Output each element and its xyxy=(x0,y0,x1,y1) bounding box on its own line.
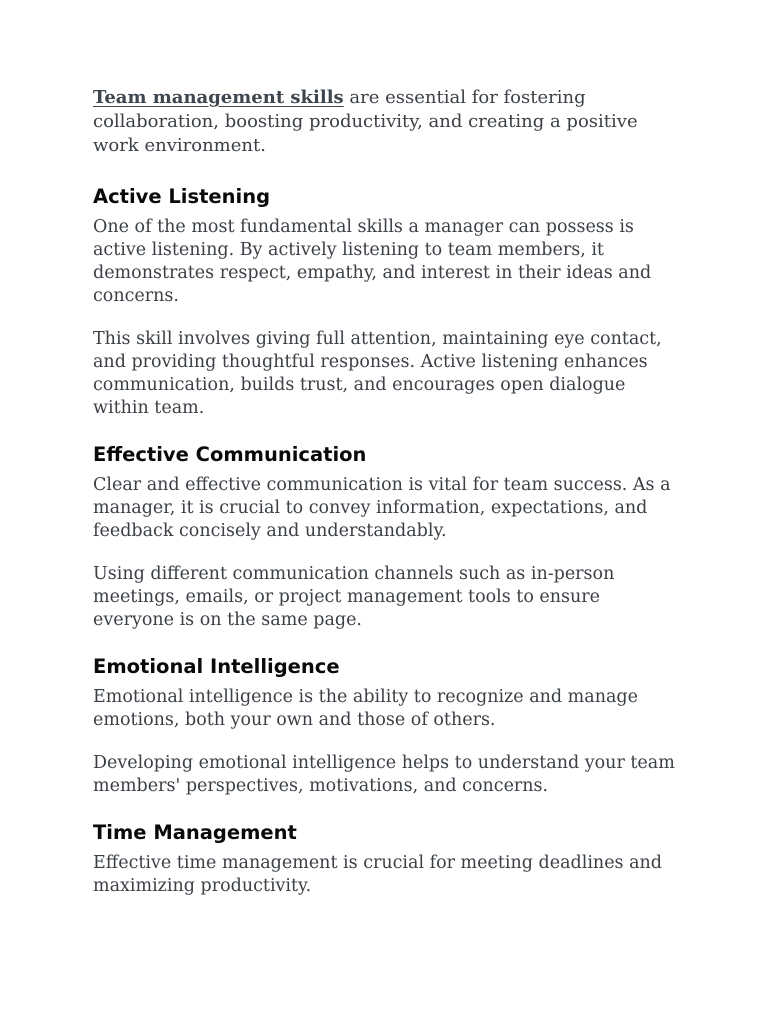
paragraph: This skill involves giving full attention, maintaining eye contact, and providing thoughtful responses. Active listening enhances communication, builds trust, and encourages open dialogue within team. xyxy=(93,329,662,418)
paragraph: Developing emotional intelligence helps to understand your team members' perspectives, motivations, and concerns. xyxy=(93,753,675,796)
section-time-management xyxy=(93,820,678,898)
section-effective-communication xyxy=(93,442,678,632)
heading-time-management: Time Management xyxy=(93,821,297,844)
team-management-skills-link[interactable]: Team management skills xyxy=(93,87,344,108)
section-active-listening xyxy=(93,184,678,420)
intro-paragraph xyxy=(93,86,678,158)
heading-effective-communication: Effective Communication xyxy=(93,443,367,466)
paragraph: Emotional intelligence is the ability to recognize and manage emotions, both your own and those of others. xyxy=(93,687,638,730)
heading-emotional-intelligence: Emotional Intelligence xyxy=(93,655,340,678)
section-emotional-intelligence xyxy=(93,654,678,798)
document-page xyxy=(93,86,678,920)
paragraph: Clear and effective communication is vital for team success. As a manager, it is crucial to convey information, expectations, and feedback concisely and understandably. xyxy=(93,475,671,541)
heading-active-listening: Active Listening xyxy=(93,185,271,208)
paragraph: Using different communication channels such as in-person meetings, emails, or project management tools to ensure everyone is on the same page. xyxy=(93,564,615,630)
intro-text: are essential for fostering collaboration, boosting productivity, and creating a positive work environment. xyxy=(93,87,638,156)
paragraph: Effective time management is crucial for meeting deadlines and maximizing productivity. xyxy=(93,853,662,896)
paragraph: One of the most fundamental skills a manager can possess is active listening. By actively listening to team members, it demonstrates respect, empathy, and interest in their ideas and concerns. xyxy=(93,217,652,306)
